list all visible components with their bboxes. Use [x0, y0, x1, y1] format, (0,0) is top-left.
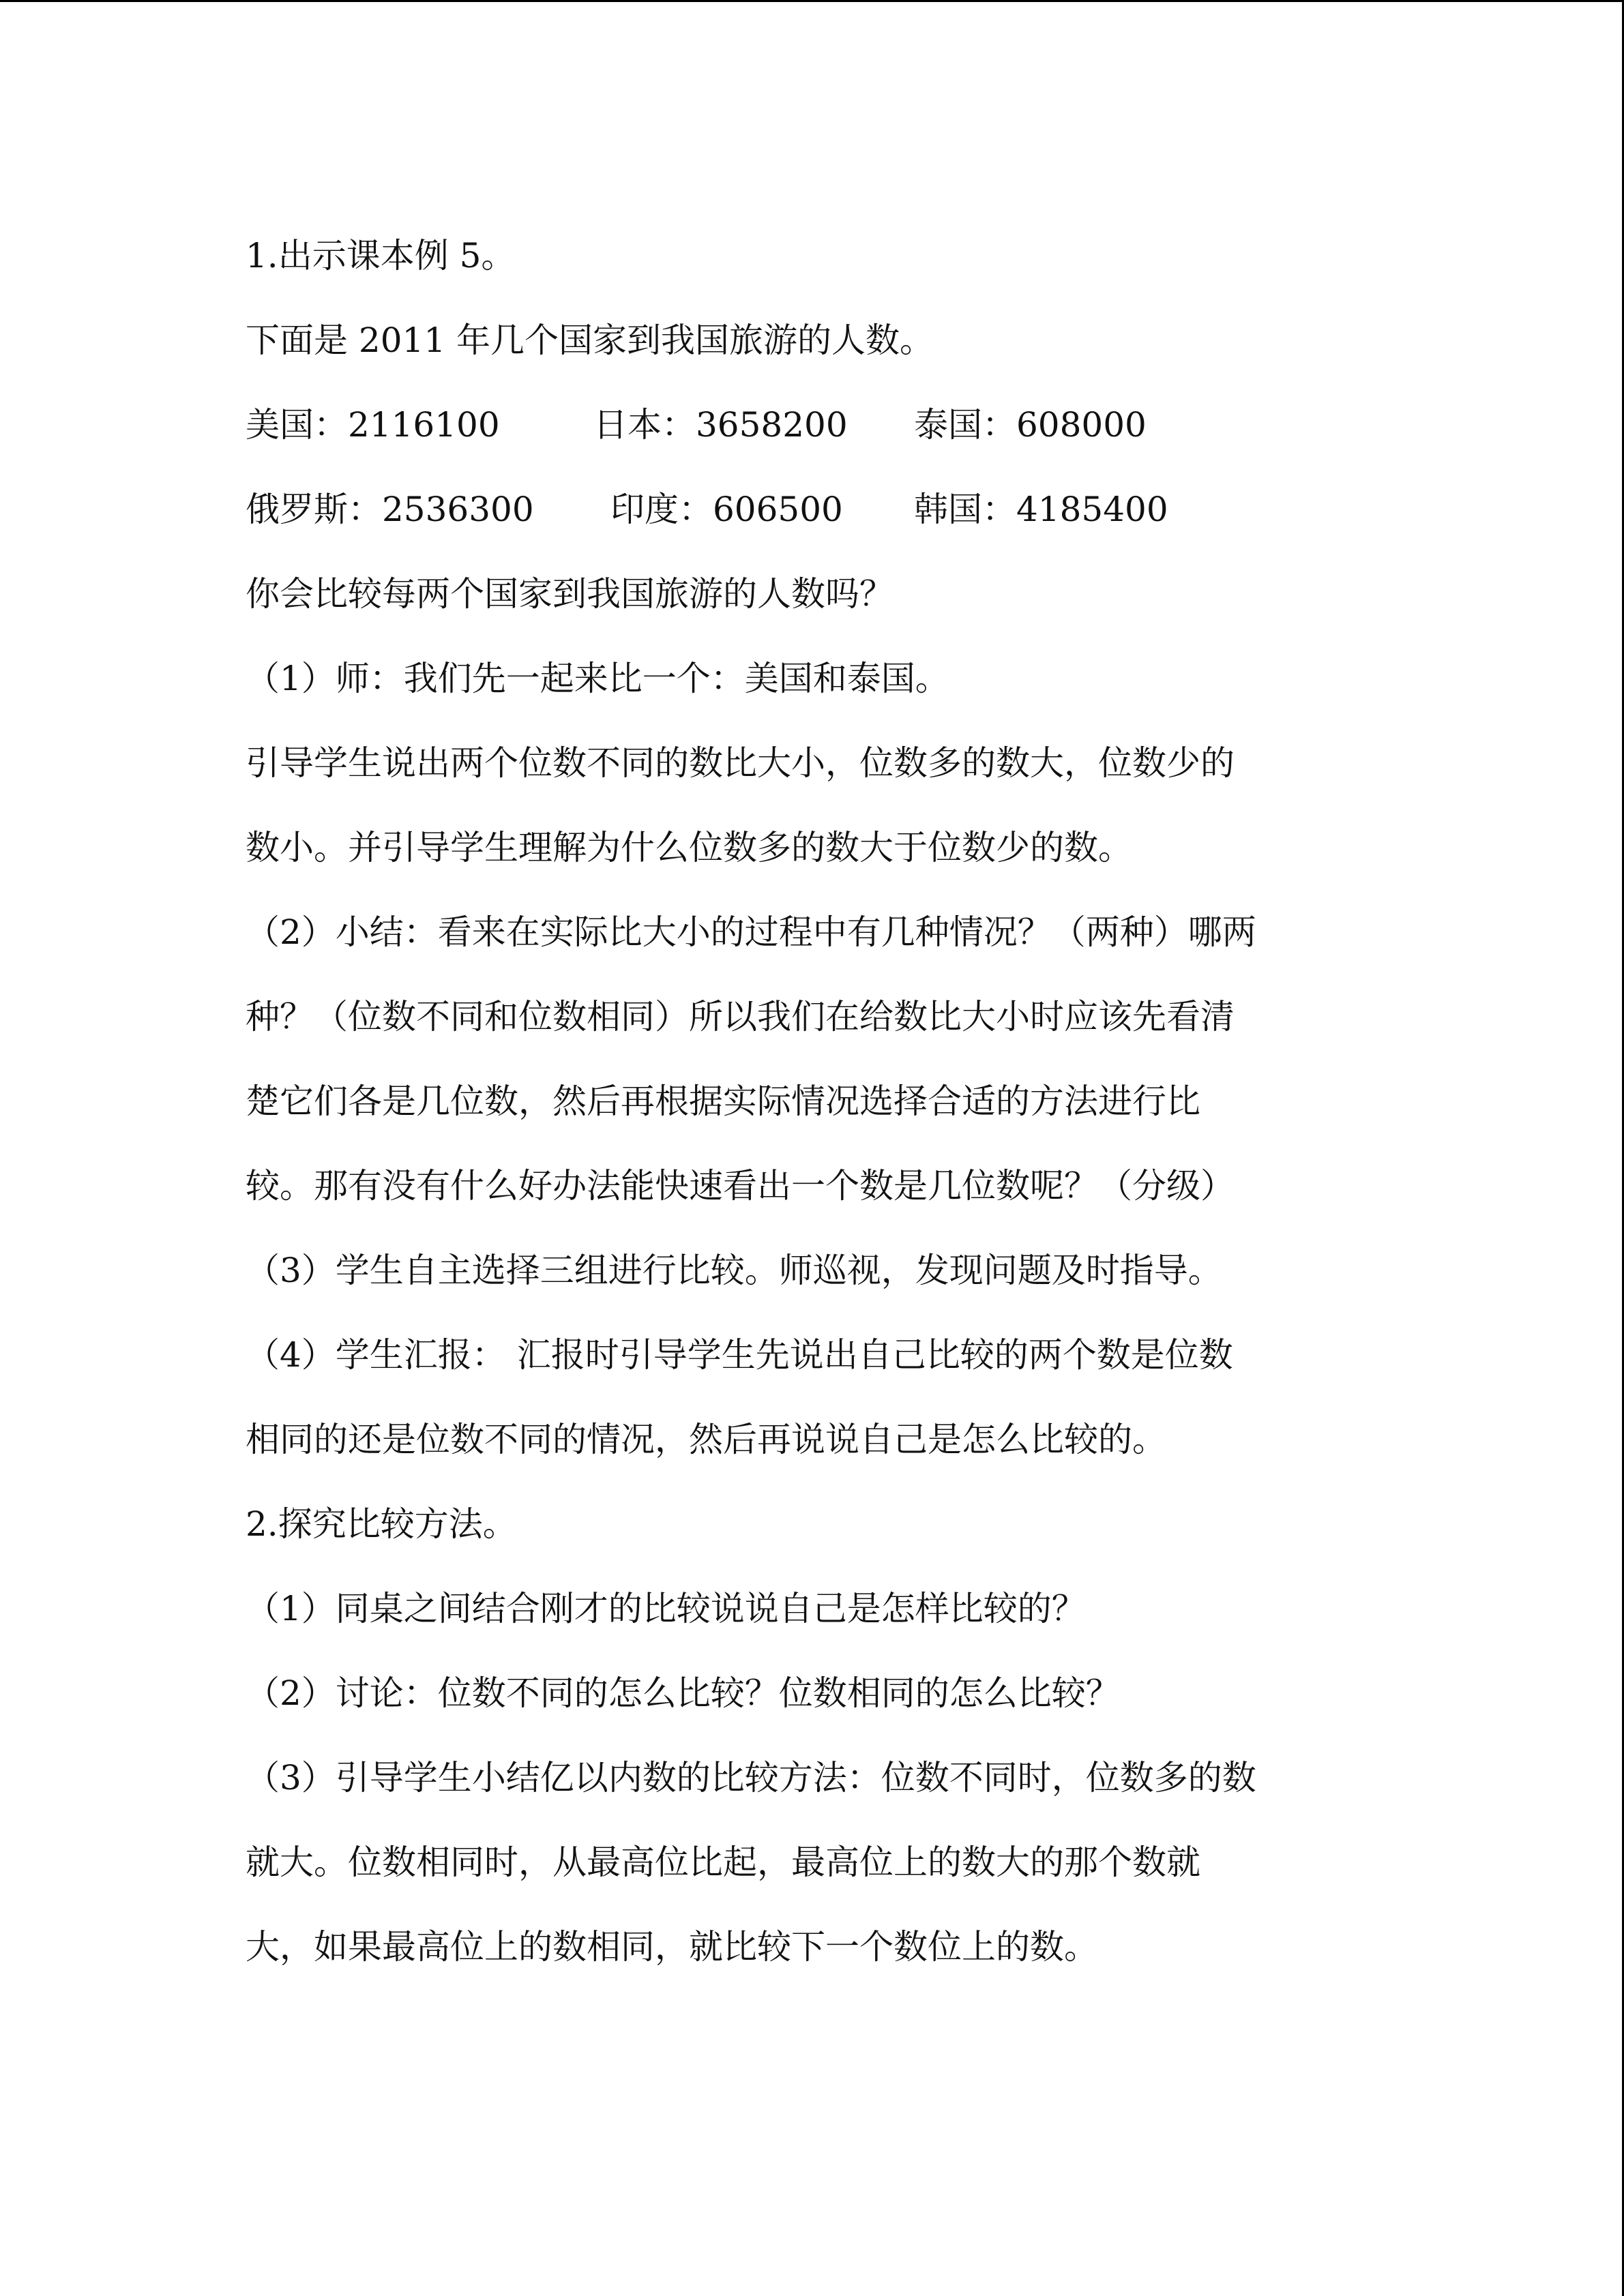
section-heading-method: 2.探究比较方法。 — [246, 1504, 517, 1544]
paragraph-line: 数小。并引导学生理解为什么位数多的数大于位数少的数。 — [246, 828, 1132, 867]
paragraph-line: （4）学生汇报： 汇报时引导学生先说出自己比较的两个数是位数 — [246, 1335, 1233, 1375]
paragraph-line: （3）学生自主选择三组进行比较。师巡视，发现问题及时指导。 — [246, 1251, 1222, 1290]
paragraph-line: 较。那有没有什么好办法能快速看出一个数是几位数呢？（分级） — [246, 1166, 1235, 1206]
paragraph-line: 相同的还是位数不同的情况，然后再说说自己是怎么比较的。 — [246, 1420, 1166, 1459]
paragraph-line: （1）同桌之间结合刚才的比较说说自己是怎样比较的？ — [246, 1589, 1086, 1628]
paragraph-line: 你会比较每两个国家到我国旅游的人数吗？ — [246, 574, 894, 614]
tourism-entry-thailand: 泰国：608000 — [914, 405, 1147, 445]
paragraph-line: 引导学生说出两个位数不同的数比大小，位数多的数大，位数少的 — [246, 743, 1235, 783]
paragraph-line: 大，如果最高位上的数相同，就比较下一个数位上的数。 — [246, 1927, 1098, 1967]
tourism-entry-usa: 美国：2116100 — [246, 405, 500, 445]
document-body — [246, 213, 1391, 1989]
tourism-entry-korea: 韩国：4185400 — [914, 490, 1168, 529]
tourism-row-2 — [246, 467, 1391, 552]
paragraph-line: 就大。位数相同时，从最高位比起，最高位上的数大的那个数就 — [246, 1843, 1200, 1882]
section-heading-example5: 1.出示课本例 5。 — [246, 236, 516, 275]
paragraph-line: 楚它们各是几位数，然后再根据实际情况选择合适的方法进行比 — [246, 1082, 1200, 1121]
tourism-entry-japan: 日本：3658200 — [593, 405, 848, 445]
tourism-row-1 — [246, 383, 1391, 467]
tourism-entry-russia: 俄罗斯：2536300 — [246, 490, 534, 529]
paragraph-line: 种？（位数不同和位数相同）所以我们在给数比大小时应该先看清 — [246, 997, 1235, 1037]
paragraph-line: （2）讨论：位数不同的怎么比较？位数相同的怎么比较？ — [246, 1673, 1120, 1713]
intro-text: 下面是 2011 年几个国家到我国旅游的人数。 — [246, 320, 934, 360]
paragraph-line: （2）小结：看来在实际比大小的过程中有几种情况？（两种）哪两 — [246, 912, 1256, 952]
paragraph-line: （1）师：我们先一起来比一个：美国和泰国。 — [246, 659, 949, 698]
tourism-entry-india: 印度：606500 — [610, 490, 843, 529]
paragraph-line: （3）引导学生小结亿以内数的比较方法：位数不同时，位数多的数 — [246, 1758, 1256, 1798]
